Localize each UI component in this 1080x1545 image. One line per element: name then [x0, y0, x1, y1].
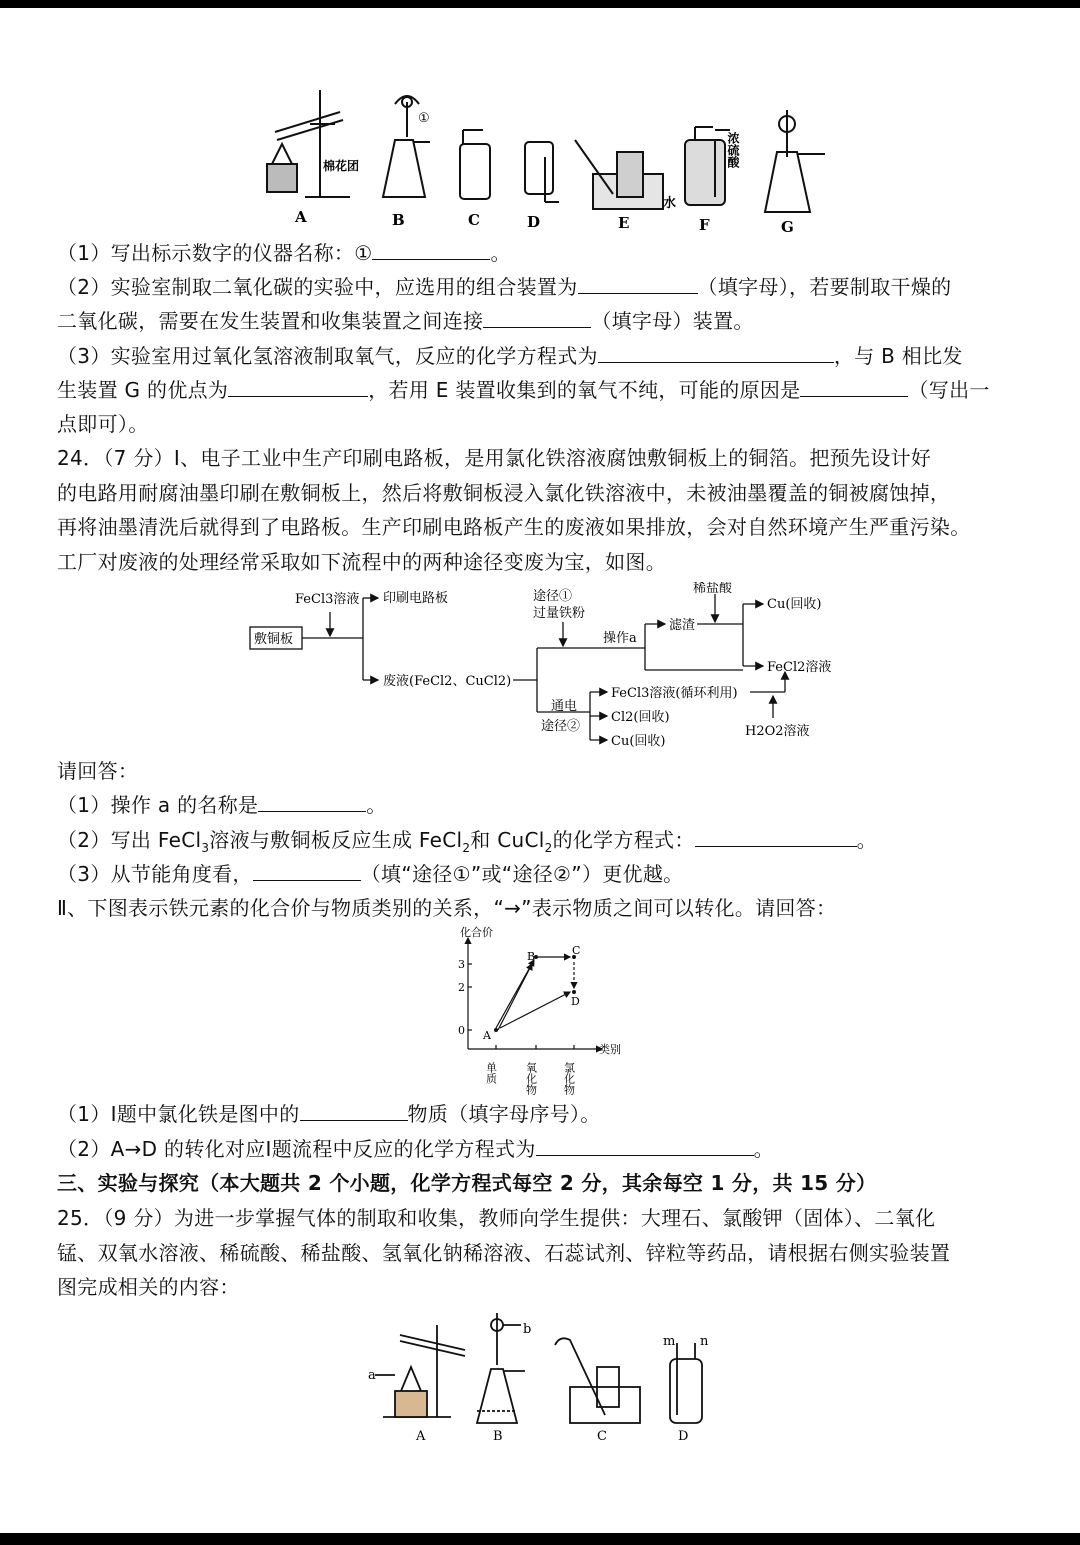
q23-line-1: （1）写出标示数字的仪器名称：① 。: [57, 241, 511, 265]
flow-electrify: 通电: [551, 699, 578, 714]
q25-para-3: 图完成相关的内容：: [57, 1275, 240, 1299]
graph-point-D: D: [571, 995, 580, 1008]
label-acid: 浓硫酸: [726, 132, 740, 168]
graph-xcat-2: 氧化物: [524, 1062, 538, 1095]
top-border: [0, 0, 1080, 8]
graph-point-A: A: [483, 1029, 491, 1042]
fig3-label-C: C: [597, 1429, 607, 1444]
blank[interactable]: [253, 860, 361, 881]
q24-para-3: 再将油墨清洗后就得到了电路板。生产印刷电路板产生的废液如果排放，会对自然环境产生严重污染。: [57, 515, 971, 539]
label-G: G: [781, 218, 794, 236]
q24-para-1: 24．（7 分）Ⅰ、电子工业中生产印刷电路板，是用氯化铁溶液腐蚀敷铜板上的铜箔。把预先设计好: [57, 446, 932, 470]
fig3-label-B: B: [493, 1429, 503, 1444]
label-C: C: [468, 211, 480, 229]
flow-operation-a: 操作a: [603, 631, 637, 646]
q25-para-2: 锰、双氧水溶液、稀硫酸、稀盐酸、氢氧化钠稀溶液、石蕊试剂、锌粒等药品，请根据右侧实验装置: [57, 1241, 951, 1265]
fig3-mark-a: a: [368, 1368, 376, 1383]
fig3-label-D: D: [678, 1429, 689, 1444]
q24-part2-intro: Ⅱ、下图表示铁元素的化合价与物质类别的关系，“→”表示物质之间可以转化。请回答：: [57, 896, 837, 920]
label-F: F: [699, 216, 710, 234]
graph-xlabel: 类别: [599, 1043, 621, 1056]
blank[interactable]: [536, 1135, 754, 1156]
graph-ytick-2: 2: [458, 981, 465, 994]
graph-ytick-3: 3: [458, 958, 465, 971]
fig3-mark-n: n: [700, 1334, 709, 1349]
flow-h2o2: H2O2溶液: [745, 724, 810, 739]
label-D: D: [527, 213, 541, 231]
blank[interactable]: [598, 342, 834, 363]
graph-xcat-1: 单质: [484, 1062, 498, 1084]
q24-answer-3: （3）从节能角度看， （填“途径①”或“途径②”）更优越。: [57, 862, 684, 886]
flow-cu-recycle: Cu(回收): [767, 597, 822, 612]
flow-cu-recycle-2: Cu(回收): [611, 734, 666, 749]
q23-line-4: （3）实验室用过氧化氢溶液制取氧气，反应的化学方程式为 ，与 B 相比发: [57, 344, 963, 368]
q23-line-6: 点即可）。: [57, 412, 149, 436]
fig3-mark-m: m: [663, 1334, 676, 1349]
label-circle-1: ①: [418, 111, 430, 126]
graph-point-B: B: [527, 950, 536, 963]
q25-para-1: 25．（9 分）为进一步掌握气体的制取和收集，教师向学生提供：大理石、氯酸钾（固体）、二氧化: [57, 1206, 936, 1230]
flow-cl2-recycle: Cl2(回收): [611, 710, 670, 725]
blank[interactable]: [228, 376, 368, 397]
q24-answer-1: （1）操作 a 的名称是 。: [57, 793, 387, 817]
bottom-border: [0, 1533, 1080, 1545]
flow-filter-residue: 滤渣: [669, 618, 696, 633]
q23-line-5: 生装置 G 的优点为 ，若用 E 装置收集到的氧气不纯，可能的原因是 （写出一: [57, 378, 990, 402]
graph-ylabel: 化合价: [460, 926, 493, 939]
blank[interactable]: [695, 826, 857, 847]
q24-para-2: 的电路用耐腐油墨印刷在敷铜板上，然后将敷铜板浸入氯化铁溶液中，未被油墨覆盖的铜被腐蚀掉，: [57, 481, 951, 505]
flow-fecl2-solution: FeCl2溶液: [767, 660, 832, 675]
graph-point-C: C: [572, 944, 581, 957]
q24-para-4: 工厂对废液的处理经常采取如下流程中的两种途径变废为宝，如图。: [57, 550, 666, 574]
q23-line-2: （2）实验室制取二氧化碳的实验中，应选用的组合装置为 （填字母），若要制取干燥的: [57, 275, 952, 299]
flow-fecl3-solution: FeCl3溶液: [295, 592, 360, 607]
fig3-mark-b: b: [523, 1322, 532, 1337]
label-cotton: 棉花团: [323, 159, 360, 173]
label-A: A: [295, 208, 307, 226]
q23-line-3: 二氧化碳，需要在发生装置和收集装置之间连接 （填字母）装置。: [57, 309, 754, 333]
blank[interactable]: [372, 239, 490, 260]
flow-dilute-hcl: 稀盐酸: [693, 582, 733, 596]
q24-b-answer-2: （2）A→D 的转化对应Ⅰ题流程中反应的化学方程式为 。: [57, 1137, 774, 1161]
graph-ytick-0: 0: [458, 1024, 465, 1037]
q24-ask: 请回答：: [57, 759, 139, 783]
flow-pcb: 印刷电路板: [383, 591, 449, 606]
blank[interactable]: [258, 791, 366, 812]
flow-copper-board: 敷铜板: [254, 632, 294, 647]
flow-excess-iron: 过量铁粉: [533, 606, 586, 621]
blank[interactable]: [800, 376, 908, 397]
apparatus-figure-1: [255, 82, 835, 237]
fig3-label-A: A: [416, 1429, 426, 1444]
section-3-heading: 三、实验与探究（本大题共 2 个小题，化学方程式每空 2 分，其余每空 1 分，共 15 分）: [57, 1171, 877, 1195]
flow-waste: 废液(FeCl2、CuCl2): [383, 674, 512, 689]
flow-route1: 途径①: [533, 589, 573, 604]
flow-route2: 途径②: [541, 719, 581, 734]
label-water: 水: [663, 196, 677, 211]
valence-graph: [452, 924, 642, 1099]
flow-chart: [245, 582, 845, 757]
blank[interactable]: [483, 307, 591, 328]
q24-b-answer-1: （1）Ⅰ题中氯化铁是图中的 物质（填字母序号）。: [57, 1102, 601, 1126]
apparatus-figure-3: [365, 1305, 715, 1445]
graph-xcat-3: 氯化物: [562, 1062, 576, 1095]
label-B: B: [392, 211, 405, 229]
blank[interactable]: [300, 1100, 408, 1121]
label-E: E: [618, 214, 630, 232]
flow-fecl3-cycle: FeCl3溶液(循环利用): [611, 686, 738, 701]
blank[interactable]: [578, 273, 698, 294]
q24-answer-2: （2）写出 FeCl$_3$溶液与敷铜板反应生成 FeCl$_2$和 CuCl$_2$的化学方程式： 。: [57, 828, 877, 855]
